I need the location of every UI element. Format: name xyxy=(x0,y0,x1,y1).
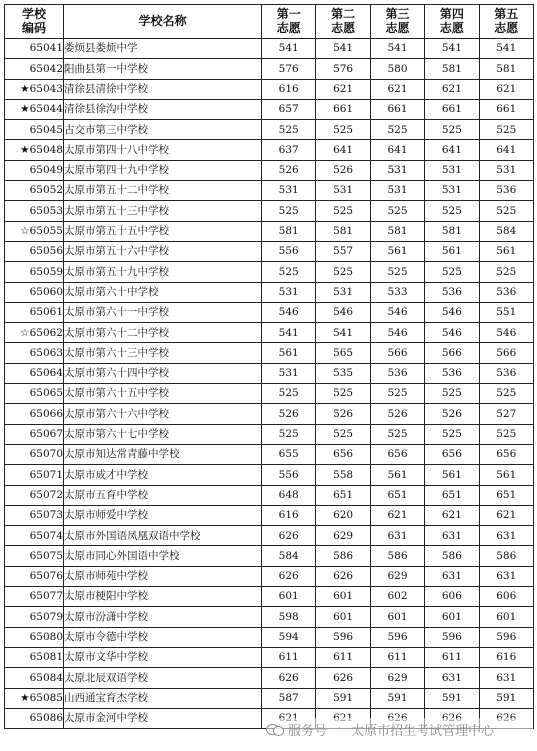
school-code-cell: ☆65055 xyxy=(5,221,64,241)
score-choice-3-cell: 546 xyxy=(370,323,424,343)
score-choice-3-cell: 602 xyxy=(370,587,424,607)
score-choice-5-cell: 661 xyxy=(479,99,533,119)
score-choice-3-cell: 525 xyxy=(370,201,424,221)
school-name-cell: 太原市第五十五中学校 xyxy=(64,221,262,241)
school-name-cell: 太原市汾潇中学校 xyxy=(64,607,262,627)
school-name-cell: 太原市第五十三中学校 xyxy=(64,201,262,221)
table-row xyxy=(5,444,534,464)
school-name-cell: 太原市外国语凤凰双语中学校 xyxy=(64,526,262,546)
school-code-cell: 65072 xyxy=(5,485,64,505)
school-code-cell: ★65085 xyxy=(5,688,64,708)
watermark xyxy=(266,718,533,740)
score-choice-5-cell: 631 xyxy=(479,526,533,546)
score-choice-5-cell: 631 xyxy=(479,566,533,586)
table-row xyxy=(5,587,534,607)
school-code-cell: 65086 xyxy=(5,708,64,728)
score-choice-2-cell: 611 xyxy=(316,647,370,667)
school-code-cell: 65053 xyxy=(5,201,64,221)
score-choice-1-cell: 655 xyxy=(262,444,316,464)
table-row xyxy=(5,607,534,627)
school-name-cell: 太原市第六十七中学校 xyxy=(64,424,262,444)
score-choice-5-cell: 621 xyxy=(479,79,533,99)
score-choice-1-cell: 616 xyxy=(262,79,316,99)
table-row xyxy=(5,302,534,322)
score-choice-5-cell: 586 xyxy=(479,546,533,566)
table-row xyxy=(5,241,534,261)
school-name-cell: 山西通宝育杰学校 xyxy=(64,688,262,708)
table-row xyxy=(5,668,534,688)
score-choice-5-cell: 546 xyxy=(479,323,533,343)
score-choice-4-cell: 525 xyxy=(425,262,479,282)
table-row xyxy=(5,404,534,424)
school-name-cell: 太原市第四十八中学校 xyxy=(64,140,262,160)
score-choice-5-cell: 541 xyxy=(479,39,533,59)
score-choice-4-cell: 531 xyxy=(425,181,479,201)
score-choice-1-cell: 531 xyxy=(262,282,316,302)
score-choice-3-cell: 596 xyxy=(370,627,424,647)
table-row xyxy=(5,120,534,140)
score-choice-5-cell: 527 xyxy=(479,404,533,424)
score-choice-3-cell: 629 xyxy=(370,668,424,688)
score-choice-4-cell: 566 xyxy=(425,343,479,363)
school-name-cell: 娄烦县娄烦中学 xyxy=(64,39,262,59)
score-choice-5-cell: 631 xyxy=(479,668,533,688)
table-row xyxy=(5,343,534,363)
score-choice-2-cell: 525 xyxy=(316,120,370,140)
score-choice-1-cell: 626 xyxy=(262,566,316,586)
school-code-cell: 65084 xyxy=(5,668,64,688)
school-name-cell: 太原市五育中学校 xyxy=(64,485,262,505)
table-body xyxy=(5,39,534,729)
score-choice-3-cell: 621 xyxy=(370,79,424,99)
score-choice-2-cell: 629 xyxy=(316,526,370,546)
score-choice-2-cell: 565 xyxy=(316,343,370,363)
score-choice-5-cell: 525 xyxy=(479,120,533,140)
score-choice-3-cell: 581 xyxy=(370,221,424,241)
school-code-cell: 65045 xyxy=(5,120,64,140)
score-choice-4-cell: 631 xyxy=(425,526,479,546)
header-choice-1: 第一 志愿 xyxy=(262,5,316,39)
score-choice-2-cell: 576 xyxy=(316,59,370,79)
score-choice-4-cell: 661 xyxy=(425,99,479,119)
score-choice-3-cell: 580 xyxy=(370,59,424,79)
score-choice-3-cell: 525 xyxy=(370,262,424,282)
table-row xyxy=(5,505,534,525)
school-name-cell: 太原市梗阳中学校 xyxy=(64,587,262,607)
score-choice-5-cell: 651 xyxy=(479,485,533,505)
school-code-cell: 65064 xyxy=(5,363,64,383)
score-choice-3-cell: 611 xyxy=(370,647,424,667)
school-code-cell: 65076 xyxy=(5,566,64,586)
school-code-cell: 65073 xyxy=(5,505,64,525)
header-choice-2: 第二 志愿 xyxy=(316,5,370,39)
score-choice-3-cell: 533 xyxy=(370,282,424,302)
watermark-separator: · xyxy=(337,721,342,737)
score-choice-3-cell: 526 xyxy=(370,404,424,424)
school-code-cell: ★65043 xyxy=(5,79,64,99)
score-choice-2-cell: 526 xyxy=(316,160,370,180)
score-choice-2-cell: 541 xyxy=(316,39,370,59)
table-row xyxy=(5,424,534,444)
school-name-cell: 清徐县徐沟中学校 xyxy=(64,99,262,119)
school-name-cell: 太原市第六十六中学校 xyxy=(64,404,262,424)
score-choice-4-cell: 536 xyxy=(425,363,479,383)
school-code-cell: 65059 xyxy=(5,262,64,282)
score-choice-2-cell: 591 xyxy=(316,688,370,708)
score-choice-1-cell: 611 xyxy=(262,647,316,667)
score-choice-5-cell: 536 xyxy=(479,282,533,302)
school-name-cell: 太原市第六十四中学校 xyxy=(64,363,262,383)
table-row xyxy=(5,221,534,241)
score-choice-5-cell: 621 xyxy=(479,505,533,525)
table-row xyxy=(5,647,534,667)
watermark-left-text: 服务号 xyxy=(288,723,328,739)
score-choice-4-cell: 561 xyxy=(425,241,479,261)
table-row xyxy=(5,282,534,302)
table-row xyxy=(5,546,534,566)
score-choice-1-cell: 546 xyxy=(262,302,316,322)
score-choice-1-cell: 657 xyxy=(262,99,316,119)
score-choice-2-cell: 557 xyxy=(316,241,370,261)
score-choice-5-cell: 596 xyxy=(479,627,533,647)
score-choice-3-cell: 661 xyxy=(370,99,424,119)
school-name-cell: 太原市文华中学校 xyxy=(64,647,262,667)
table-row xyxy=(5,79,534,99)
school-code-cell: 65081 xyxy=(5,647,64,667)
table-row xyxy=(5,566,534,586)
score-choice-2-cell: 546 xyxy=(316,302,370,322)
score-choice-4-cell: 546 xyxy=(425,302,479,322)
school-code-cell: ☆65062 xyxy=(5,323,64,343)
score-choice-4-cell: 621 xyxy=(425,79,479,99)
school-code-cell: 65065 xyxy=(5,384,64,404)
school-code-cell: 65061 xyxy=(5,302,64,322)
score-choice-4-cell: 561 xyxy=(425,465,479,485)
school-name-cell: 太原市第六十二中学校 xyxy=(64,323,262,343)
table-row xyxy=(5,160,534,180)
score-choice-4-cell: 536 xyxy=(425,282,479,302)
score-choice-2-cell: 601 xyxy=(316,607,370,627)
header-choice-5: 第五 志愿 xyxy=(479,5,533,39)
score-choice-3-cell: 525 xyxy=(370,120,424,140)
admission-score-table xyxy=(4,4,534,729)
table-row xyxy=(5,627,534,647)
score-choice-4-cell: 586 xyxy=(425,546,479,566)
school-code-cell: 65080 xyxy=(5,627,64,647)
school-code-cell: 65042 xyxy=(5,59,64,79)
score-choice-2-cell: 525 xyxy=(316,384,370,404)
score-choice-2-cell: 621 xyxy=(316,79,370,99)
school-code-cell: 65067 xyxy=(5,424,64,444)
score-choice-5-cell: 525 xyxy=(479,262,533,282)
score-choice-4-cell: 525 xyxy=(425,201,479,221)
score-choice-1-cell: 587 xyxy=(262,688,316,708)
score-choice-4-cell: 525 xyxy=(425,384,479,404)
score-choice-5-cell: 525 xyxy=(479,424,533,444)
score-choice-2-cell: 581 xyxy=(316,221,370,241)
school-code-cell: 65052 xyxy=(5,181,64,201)
table-row xyxy=(5,526,534,546)
score-choice-3-cell: 525 xyxy=(370,384,424,404)
school-name-cell: 太原市令德中学校 xyxy=(64,627,262,647)
school-code-cell: 65079 xyxy=(5,607,64,627)
score-choice-4-cell: 546 xyxy=(425,323,479,343)
score-choice-1-cell: 584 xyxy=(262,546,316,566)
score-choice-2-cell: 535 xyxy=(316,363,370,383)
score-choice-5-cell: 601 xyxy=(479,607,533,627)
table-row xyxy=(5,262,534,282)
score-choice-2-cell: 586 xyxy=(316,546,370,566)
score-choice-5-cell: 566 xyxy=(479,343,533,363)
school-code-cell: ★65048 xyxy=(5,140,64,160)
score-choice-5-cell: 581 xyxy=(479,59,533,79)
score-choice-4-cell: 656 xyxy=(425,444,479,464)
score-choice-5-cell: 591 xyxy=(479,688,533,708)
score-choice-1-cell: 531 xyxy=(262,181,316,201)
school-code-cell: 65041 xyxy=(5,39,64,59)
score-choice-4-cell: 641 xyxy=(425,140,479,160)
score-choice-1-cell: 525 xyxy=(262,424,316,444)
table-row xyxy=(5,59,534,79)
school-name-cell: 太原市师苑中学校 xyxy=(64,566,262,586)
school-name-cell: 阳曲县第一中学校 xyxy=(64,59,262,79)
score-choice-2-cell: 626 xyxy=(316,668,370,688)
school-name-cell: 太原市第五十九中学校 xyxy=(64,262,262,282)
score-choice-4-cell: 581 xyxy=(425,221,479,241)
school-name-cell: 清徐县清徐中学校 xyxy=(64,79,262,99)
score-choice-1-cell: 525 xyxy=(262,120,316,140)
score-choice-4-cell: 606 xyxy=(425,587,479,607)
score-choice-3-cell: 525 xyxy=(370,424,424,444)
score-choice-5-cell: 616 xyxy=(479,647,533,667)
score-choice-1-cell: 637 xyxy=(262,140,316,160)
score-choice-3-cell: 546 xyxy=(370,302,424,322)
header-row xyxy=(5,5,534,39)
school-name-cell: 太原市第六十中学校 xyxy=(64,282,262,302)
score-choice-3-cell: 541 xyxy=(370,39,424,59)
score-choice-1-cell: 526 xyxy=(262,404,316,424)
wechat-icon xyxy=(266,722,284,736)
score-choice-2-cell: 651 xyxy=(316,485,370,505)
score-choice-3-cell: 629 xyxy=(370,566,424,586)
school-code-cell: 65074 xyxy=(5,526,64,546)
score-choice-2-cell: 525 xyxy=(316,201,370,221)
score-choice-2-cell: 531 xyxy=(316,282,370,302)
school-code-cell: 65049 xyxy=(5,160,64,180)
score-choice-4-cell: 531 xyxy=(425,160,479,180)
table-row xyxy=(5,99,534,119)
score-choice-1-cell: 541 xyxy=(262,323,316,343)
school-code-cell: 65070 xyxy=(5,444,64,464)
school-name-cell: 太原市第四十九中学校 xyxy=(64,160,262,180)
school-code-cell: 65066 xyxy=(5,404,64,424)
school-name-cell: 太原市第五十二中学校 xyxy=(64,181,262,201)
score-choice-2-cell: 596 xyxy=(316,627,370,647)
score-choice-1-cell: 648 xyxy=(262,485,316,505)
score-choice-3-cell: 566 xyxy=(370,343,424,363)
score-choice-4-cell: 525 xyxy=(425,120,479,140)
score-choice-3-cell: 641 xyxy=(370,140,424,160)
school-code-cell: ★65044 xyxy=(5,99,64,119)
table-row xyxy=(5,384,534,404)
score-choice-1-cell: 601 xyxy=(262,587,316,607)
score-choice-1-cell: 525 xyxy=(262,384,316,404)
table-row xyxy=(5,465,534,485)
school-name-cell: 太原市第五十六中学校 xyxy=(64,241,262,261)
score-choice-2-cell: 626 xyxy=(316,566,370,586)
score-choice-4-cell: 631 xyxy=(425,566,479,586)
score-choice-5-cell: 656 xyxy=(479,444,533,464)
score-choice-1-cell: 581 xyxy=(262,221,316,241)
score-choice-2-cell: 558 xyxy=(316,465,370,485)
score-choice-5-cell: 606 xyxy=(479,587,533,607)
score-choice-2-cell: 661 xyxy=(316,99,370,119)
score-choice-1-cell: 576 xyxy=(262,59,316,79)
score-choice-2-cell: 531 xyxy=(316,181,370,201)
score-choice-1-cell: 556 xyxy=(262,465,316,485)
score-choice-1-cell: 541 xyxy=(262,39,316,59)
score-choice-5-cell: 536 xyxy=(479,363,533,383)
score-choice-4-cell: 526 xyxy=(425,404,479,424)
school-name-cell: 太原市第六十三中学校 xyxy=(64,343,262,363)
school-code-cell: 65063 xyxy=(5,343,64,363)
score-choice-5-cell: 525 xyxy=(479,384,533,404)
score-choice-5-cell: 531 xyxy=(479,160,533,180)
score-choice-1-cell: 594 xyxy=(262,627,316,647)
school-name-cell: 太原市知达常青藤中学校 xyxy=(64,444,262,464)
score-choice-3-cell: 586 xyxy=(370,546,424,566)
score-choice-4-cell: 611 xyxy=(425,647,479,667)
table-row xyxy=(5,39,534,59)
score-choice-3-cell: 651 xyxy=(370,485,424,505)
school-name-cell: 太原市第六十五中学校 xyxy=(64,384,262,404)
score-choice-4-cell: 591 xyxy=(425,688,479,708)
score-choice-5-cell: 561 xyxy=(479,241,533,261)
score-choice-2-cell: 526 xyxy=(316,404,370,424)
score-choice-5-cell: 641 xyxy=(479,140,533,160)
score-choice-4-cell: 525 xyxy=(425,424,479,444)
header-choice-4: 第四 志愿 xyxy=(425,5,479,39)
score-choice-1-cell: 598 xyxy=(262,607,316,627)
score-choice-4-cell: 631 xyxy=(425,668,479,688)
score-choice-2-cell: 525 xyxy=(316,262,370,282)
score-choice-4-cell: 541 xyxy=(425,39,479,59)
table-row xyxy=(5,485,534,505)
score-choice-3-cell: 561 xyxy=(370,465,424,485)
score-choice-1-cell: 531 xyxy=(262,363,316,383)
table-row xyxy=(5,140,534,160)
score-choice-2-cell: 525 xyxy=(316,424,370,444)
score-choice-3-cell: 536 xyxy=(370,363,424,383)
score-choice-1-cell: 626 xyxy=(262,526,316,546)
score-choice-3-cell: 531 xyxy=(370,160,424,180)
score-choice-4-cell: 596 xyxy=(425,627,479,647)
table-row xyxy=(5,688,534,708)
header-school-code: 学校 编码 xyxy=(5,5,64,39)
school-name-cell: 太原市第六十一中学校 xyxy=(64,302,262,322)
table-row xyxy=(5,323,534,343)
score-choice-5-cell: 551 xyxy=(479,302,533,322)
header-choice-3: 第三 志愿 xyxy=(370,5,424,39)
score-choice-4-cell: 601 xyxy=(425,607,479,627)
score-choice-5-cell: 561 xyxy=(479,465,533,485)
score-choice-1-cell: 616 xyxy=(262,505,316,525)
watermark-right-text: 太原市招生考试管理中心 xyxy=(351,723,495,739)
school-name-cell: 太原市成才中学校 xyxy=(64,465,262,485)
score-choice-1-cell: 526 xyxy=(262,160,316,180)
score-choice-1-cell: 556 xyxy=(262,241,316,261)
score-choice-4-cell: 621 xyxy=(425,505,479,525)
school-code-cell: 65056 xyxy=(5,241,64,261)
score-choice-4-cell: 581 xyxy=(425,59,479,79)
school-name-cell: 太原北辰双语学校 xyxy=(64,668,262,688)
score-choice-3-cell: 531 xyxy=(370,181,424,201)
score-choice-3-cell: 621 xyxy=(370,505,424,525)
table-row xyxy=(5,181,534,201)
table-row xyxy=(5,363,534,383)
score-choice-3-cell: 631 xyxy=(370,526,424,546)
school-name-cell: 古交市第三中学校 xyxy=(64,120,262,140)
score-choice-5-cell: 584 xyxy=(479,221,533,241)
school-code-cell: 65075 xyxy=(5,546,64,566)
score-choice-1-cell: 525 xyxy=(262,201,316,221)
score-choice-5-cell: 536 xyxy=(479,181,533,201)
header-school-name: 学校名称 xyxy=(64,5,262,39)
score-choice-3-cell: 601 xyxy=(370,607,424,627)
school-name-cell: 太原市金河中学校 xyxy=(64,708,262,728)
school-code-cell: 65071 xyxy=(5,465,64,485)
school-name-cell: 太原市师爱中学校 xyxy=(64,505,262,525)
score-choice-2-cell: 656 xyxy=(316,444,370,464)
table-row xyxy=(5,201,534,221)
score-choice-1-cell: 561 xyxy=(262,343,316,363)
score-choice-1-cell: 525 xyxy=(262,262,316,282)
score-choice-5-cell: 525 xyxy=(479,201,533,221)
score-choice-3-cell: 561 xyxy=(370,241,424,261)
score-choice-2-cell: 541 xyxy=(316,323,370,343)
score-choice-2-cell: 620 xyxy=(316,505,370,525)
score-choice-1-cell: 626 xyxy=(262,668,316,688)
score-choice-2-cell: 641 xyxy=(316,140,370,160)
score-choice-2-cell: 601 xyxy=(316,587,370,607)
score-choice-3-cell: 591 xyxy=(370,688,424,708)
school-code-cell: 65060 xyxy=(5,282,64,302)
school-name-cell: 太原市同心外国语中学校 xyxy=(64,546,262,566)
score-choice-3-cell: 656 xyxy=(370,444,424,464)
school-code-cell: 65077 xyxy=(5,587,64,607)
score-choice-4-cell: 651 xyxy=(425,485,479,505)
